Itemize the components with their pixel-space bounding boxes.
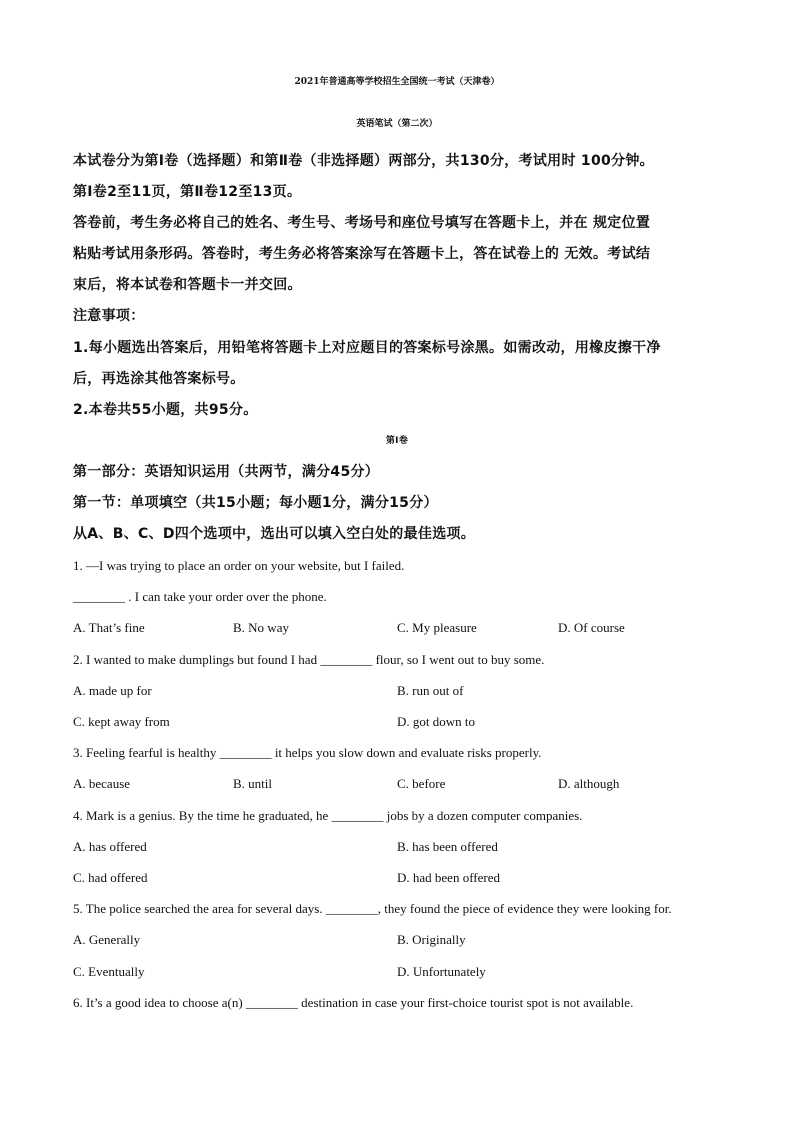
intro-line-1: 本试卷分为第Ⅰ卷（选择题）和第Ⅱ卷（非选择题）两部分，共130分，考试用时 100分钟。 bbox=[73, 153, 654, 169]
question-1-option-b: B. No way bbox=[233, 620, 289, 635]
question-4-stem: 4. Mark is a genius. By the time he graduated, he ________ jobs by a dozen computer companies. bbox=[73, 808, 583, 823]
exam-title: 2021年普通高等学校招生全国统一考试（天津卷） bbox=[294, 77, 500, 87]
question-1-reply: ________ . I can take your order over the phone. bbox=[73, 589, 327, 604]
question-2-stem: 2. I wanted to make dumplings but found I had ________ flour, so I went out to buy some. bbox=[73, 652, 545, 667]
question-3-stem: 3. Feeling fearful is healthy ________ it helps you slow down and evaluate risks properly. bbox=[73, 745, 542, 760]
question-2-option-a: A. made up for bbox=[73, 683, 152, 698]
question-4-option-d: D. had been offered bbox=[397, 870, 500, 885]
question-4-option-c: C. had offered bbox=[73, 870, 148, 885]
question-5-stem: 5. The police searched the area for several days. ________, they found the piece of evidence they were looking for. bbox=[73, 901, 672, 916]
question-1-option-c: C. My pleasure bbox=[397, 620, 477, 635]
intro-line-2: 第Ⅰ卷2至11页，第Ⅱ卷12至13页。 bbox=[73, 184, 302, 200]
question-3-option-b: B. until bbox=[233, 776, 273, 791]
question-2-option-c: C. kept away from bbox=[73, 714, 170, 729]
intro-line-3: 答卷前，考生务必将自己的姓名、考生号、考场号和座位号填写在答题卡上，并在 规定位置 bbox=[73, 215, 651, 231]
volume-heading: 第Ⅰ卷 bbox=[385, 436, 409, 446]
part-1-heading: 第一部分：英语知识运用（共两节，满分45分） bbox=[73, 464, 380, 480]
question-5-option-a: A. Generally bbox=[73, 932, 141, 947]
question-3-option-d: D. although bbox=[558, 776, 620, 791]
question-1-option-d: D. Of course bbox=[558, 620, 625, 635]
question-1-option-a: A. That’s fine bbox=[73, 620, 145, 635]
section-instruction: 从A、B、C、D四个选项中，选出可以填入空白处的最佳选项。 bbox=[73, 526, 476, 542]
exam-subtitle: 英语笔试（第二次） bbox=[356, 119, 438, 129]
intro-line-4: 粘贴考试用条形码。答卷时，考生务必将答案涂写在答题卡上，答在试卷上的 无效。考试结 bbox=[73, 246, 651, 262]
question-4-option-b: B. has been offered bbox=[397, 839, 498, 854]
note-1-line-2: 后，再选涂其他答案标号。 bbox=[73, 371, 245, 387]
question-2-option-d: D. got down to bbox=[397, 714, 475, 729]
question-5-option-c: C. Eventually bbox=[73, 964, 145, 979]
question-2-option-b: B. run out of bbox=[397, 683, 464, 698]
notes-heading: 注意事项： bbox=[73, 308, 145, 324]
intro-line-5: 束后，将本试卷和答题卡一并交回。 bbox=[73, 277, 302, 293]
question-5-option-d: D. Unfortunately bbox=[397, 964, 486, 979]
question-3-option-a: A. because bbox=[73, 776, 131, 791]
question-1-stem: 1. —I was trying to place an order on your website, but I failed. bbox=[73, 558, 405, 573]
question-3-option-c: C. before bbox=[397, 776, 446, 791]
question-6-stem: 6. It’s a good idea to choose a(n) ________ destination in case your first-choice tourist spot is not available. bbox=[73, 995, 634, 1010]
section-1-heading: 第一节：单项填空（共15小题；每小题1分，满分15分） bbox=[73, 495, 438, 511]
note-2: 2.本卷共55小题，共95分。 bbox=[73, 402, 258, 418]
note-1-line-1: 1.每小题选出答案后，用铅笔将答题卡上对应题目的答案标号涂黑。如需改动，用橡皮擦干净 bbox=[73, 340, 661, 356]
question-4-option-a: A. has offered bbox=[73, 839, 147, 854]
question-5-option-b: B. Originally bbox=[397, 932, 466, 947]
